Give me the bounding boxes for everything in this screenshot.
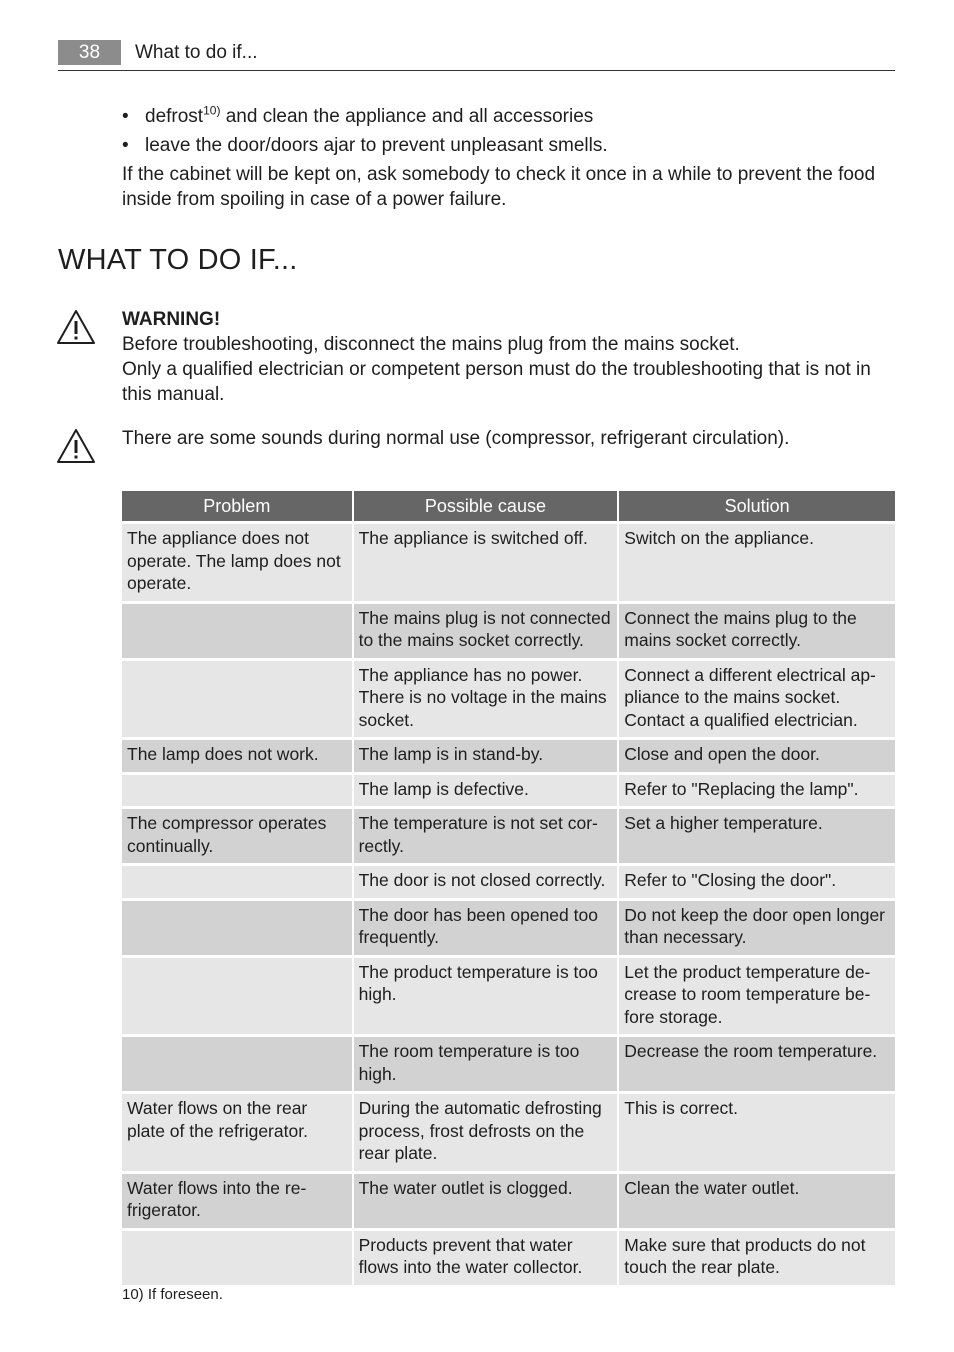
header-rule: [58, 70, 895, 71]
bullet-icon: •: [122, 106, 129, 127]
problem-cell: Water flows on the rear plate of the refrigerator.: [122, 1094, 352, 1171]
warning-block: [122, 307, 897, 407]
table-row: [122, 1174, 895, 1228]
warning-icon: [56, 428, 96, 464]
table-row: [122, 1037, 895, 1091]
cause-cell: The door has been opened too frequently.: [354, 901, 618, 955]
table-row: [122, 604, 895, 658]
table-row: [122, 866, 895, 898]
section-title: WHAT TO DO IF...: [58, 244, 298, 276]
footnote-ref: 10): [203, 103, 221, 118]
table-row: [122, 809, 895, 863]
problem-cell: The compressor operates continually.: [122, 809, 352, 863]
cause-cell: The lamp is in stand-by.: [354, 740, 618, 772]
solution-cell: Refer to "Closing the door".: [619, 866, 895, 898]
bullet-item: [122, 133, 892, 158]
troubleshooting-table: [120, 488, 897, 1288]
warning-line: Before troubleshooting, disconnect the mains plug from the mains socket.: [122, 334, 740, 355]
cause-cell: The appliance has no power. There is no voltage in the mains socket.: [354, 661, 618, 738]
solution-cell: Clean the water outlet.: [619, 1174, 895, 1228]
bullet-text-cont: and clean the appliance and all accessories: [220, 106, 594, 127]
problem-cell: [122, 901, 352, 955]
solution-cell: Set a higher temperature.: [619, 809, 895, 863]
warning-icon: [56, 309, 96, 345]
solution-cell: Refer to "Replacing the lamp".: [619, 775, 895, 807]
running-header: What to do if...: [135, 42, 258, 63]
table-row: [122, 958, 895, 1035]
problem-cell: [122, 661, 352, 738]
intro-block: [122, 104, 892, 212]
solution-cell: Connect a different electrical ap-pliance to the mains socket. Contact a qualified electrician.: [619, 661, 895, 738]
footnote: 10) If foreseen.: [122, 1286, 223, 1303]
solution-cell: Do not keep the door open longer than necessary.: [619, 901, 895, 955]
table-row: [122, 661, 895, 738]
table-row: [122, 775, 895, 807]
cause-cell: The temperature is not set cor-rectly.: [354, 809, 618, 863]
cause-cell: The water outlet is clogged.: [354, 1174, 618, 1228]
column-header: Solution: [619, 491, 895, 521]
table-row: [122, 901, 895, 955]
cause-cell: During the automatic defrosting process, frost defrosts on the rear plate.: [354, 1094, 618, 1171]
intro-paragraph: If the cabinet will be kept on, ask somebody to check it once in a while to prevent the food inside from spoiling in case of a power failure.: [122, 164, 876, 210]
table-row: [122, 1094, 895, 1171]
problem-cell: The lamp does not work.: [122, 740, 352, 772]
bullet-icon: •: [122, 135, 129, 156]
cause-cell: Products prevent that water flows into the water collector.: [354, 1231, 618, 1285]
table-row: [122, 740, 895, 772]
note-text: There are some sounds during normal use (compressor, refrigerant circulation).: [122, 428, 790, 449]
problem-cell: [122, 1231, 352, 1285]
cause-cell: The door is not closed correctly.: [354, 866, 618, 898]
bullet-text: defrost: [145, 106, 204, 127]
problem-cell: [122, 775, 352, 807]
column-header: Problem: [122, 491, 352, 521]
column-header: Possible cause: [354, 491, 618, 521]
bullet-text: leave the door/doors ajar to prevent unpleasant smells.: [145, 135, 608, 156]
cause-cell: The appliance is switched off.: [354, 524, 618, 601]
solution-cell: Let the product temperature de-crease to room temperature be-fore storage.: [619, 958, 895, 1035]
solution-cell: Connect the mains plug to the mains socket correctly.: [619, 604, 895, 658]
table-header-row: [122, 491, 895, 521]
problem-cell: [122, 604, 352, 658]
bullet-item: [122, 104, 892, 129]
solution-cell: Close and open the door.: [619, 740, 895, 772]
solution-cell: Decrease the room temperature.: [619, 1037, 895, 1091]
cause-cell: The room temperature is too high.: [354, 1037, 618, 1091]
warning-heading: WARNING!: [122, 309, 221, 330]
problem-cell: [122, 958, 352, 1035]
problem-cell: The appliance does not operate. The lamp does not operate.: [122, 524, 352, 601]
cause-cell: The product temperature is too high.: [354, 958, 618, 1035]
problem-cell: Water flows into the re-frigerator.: [122, 1174, 352, 1228]
problem-cell: [122, 1037, 352, 1091]
table-row: [122, 524, 895, 601]
solution-cell: Make sure that products do not touch the rear plate.: [619, 1231, 895, 1285]
solution-cell: Switch on the appliance.: [619, 524, 895, 601]
cause-cell: The mains plug is not connected to the mains socket correctly.: [354, 604, 618, 658]
solution-cell: This is correct.: [619, 1094, 895, 1171]
page-number: 38: [58, 40, 121, 65]
problem-cell: [122, 866, 352, 898]
table-row: [122, 1231, 895, 1285]
cause-cell: The lamp is defective.: [354, 775, 618, 807]
warning-line: Only a qualified electrician or competent person must do the troubleshooting that is not in this manual.: [122, 359, 871, 405]
